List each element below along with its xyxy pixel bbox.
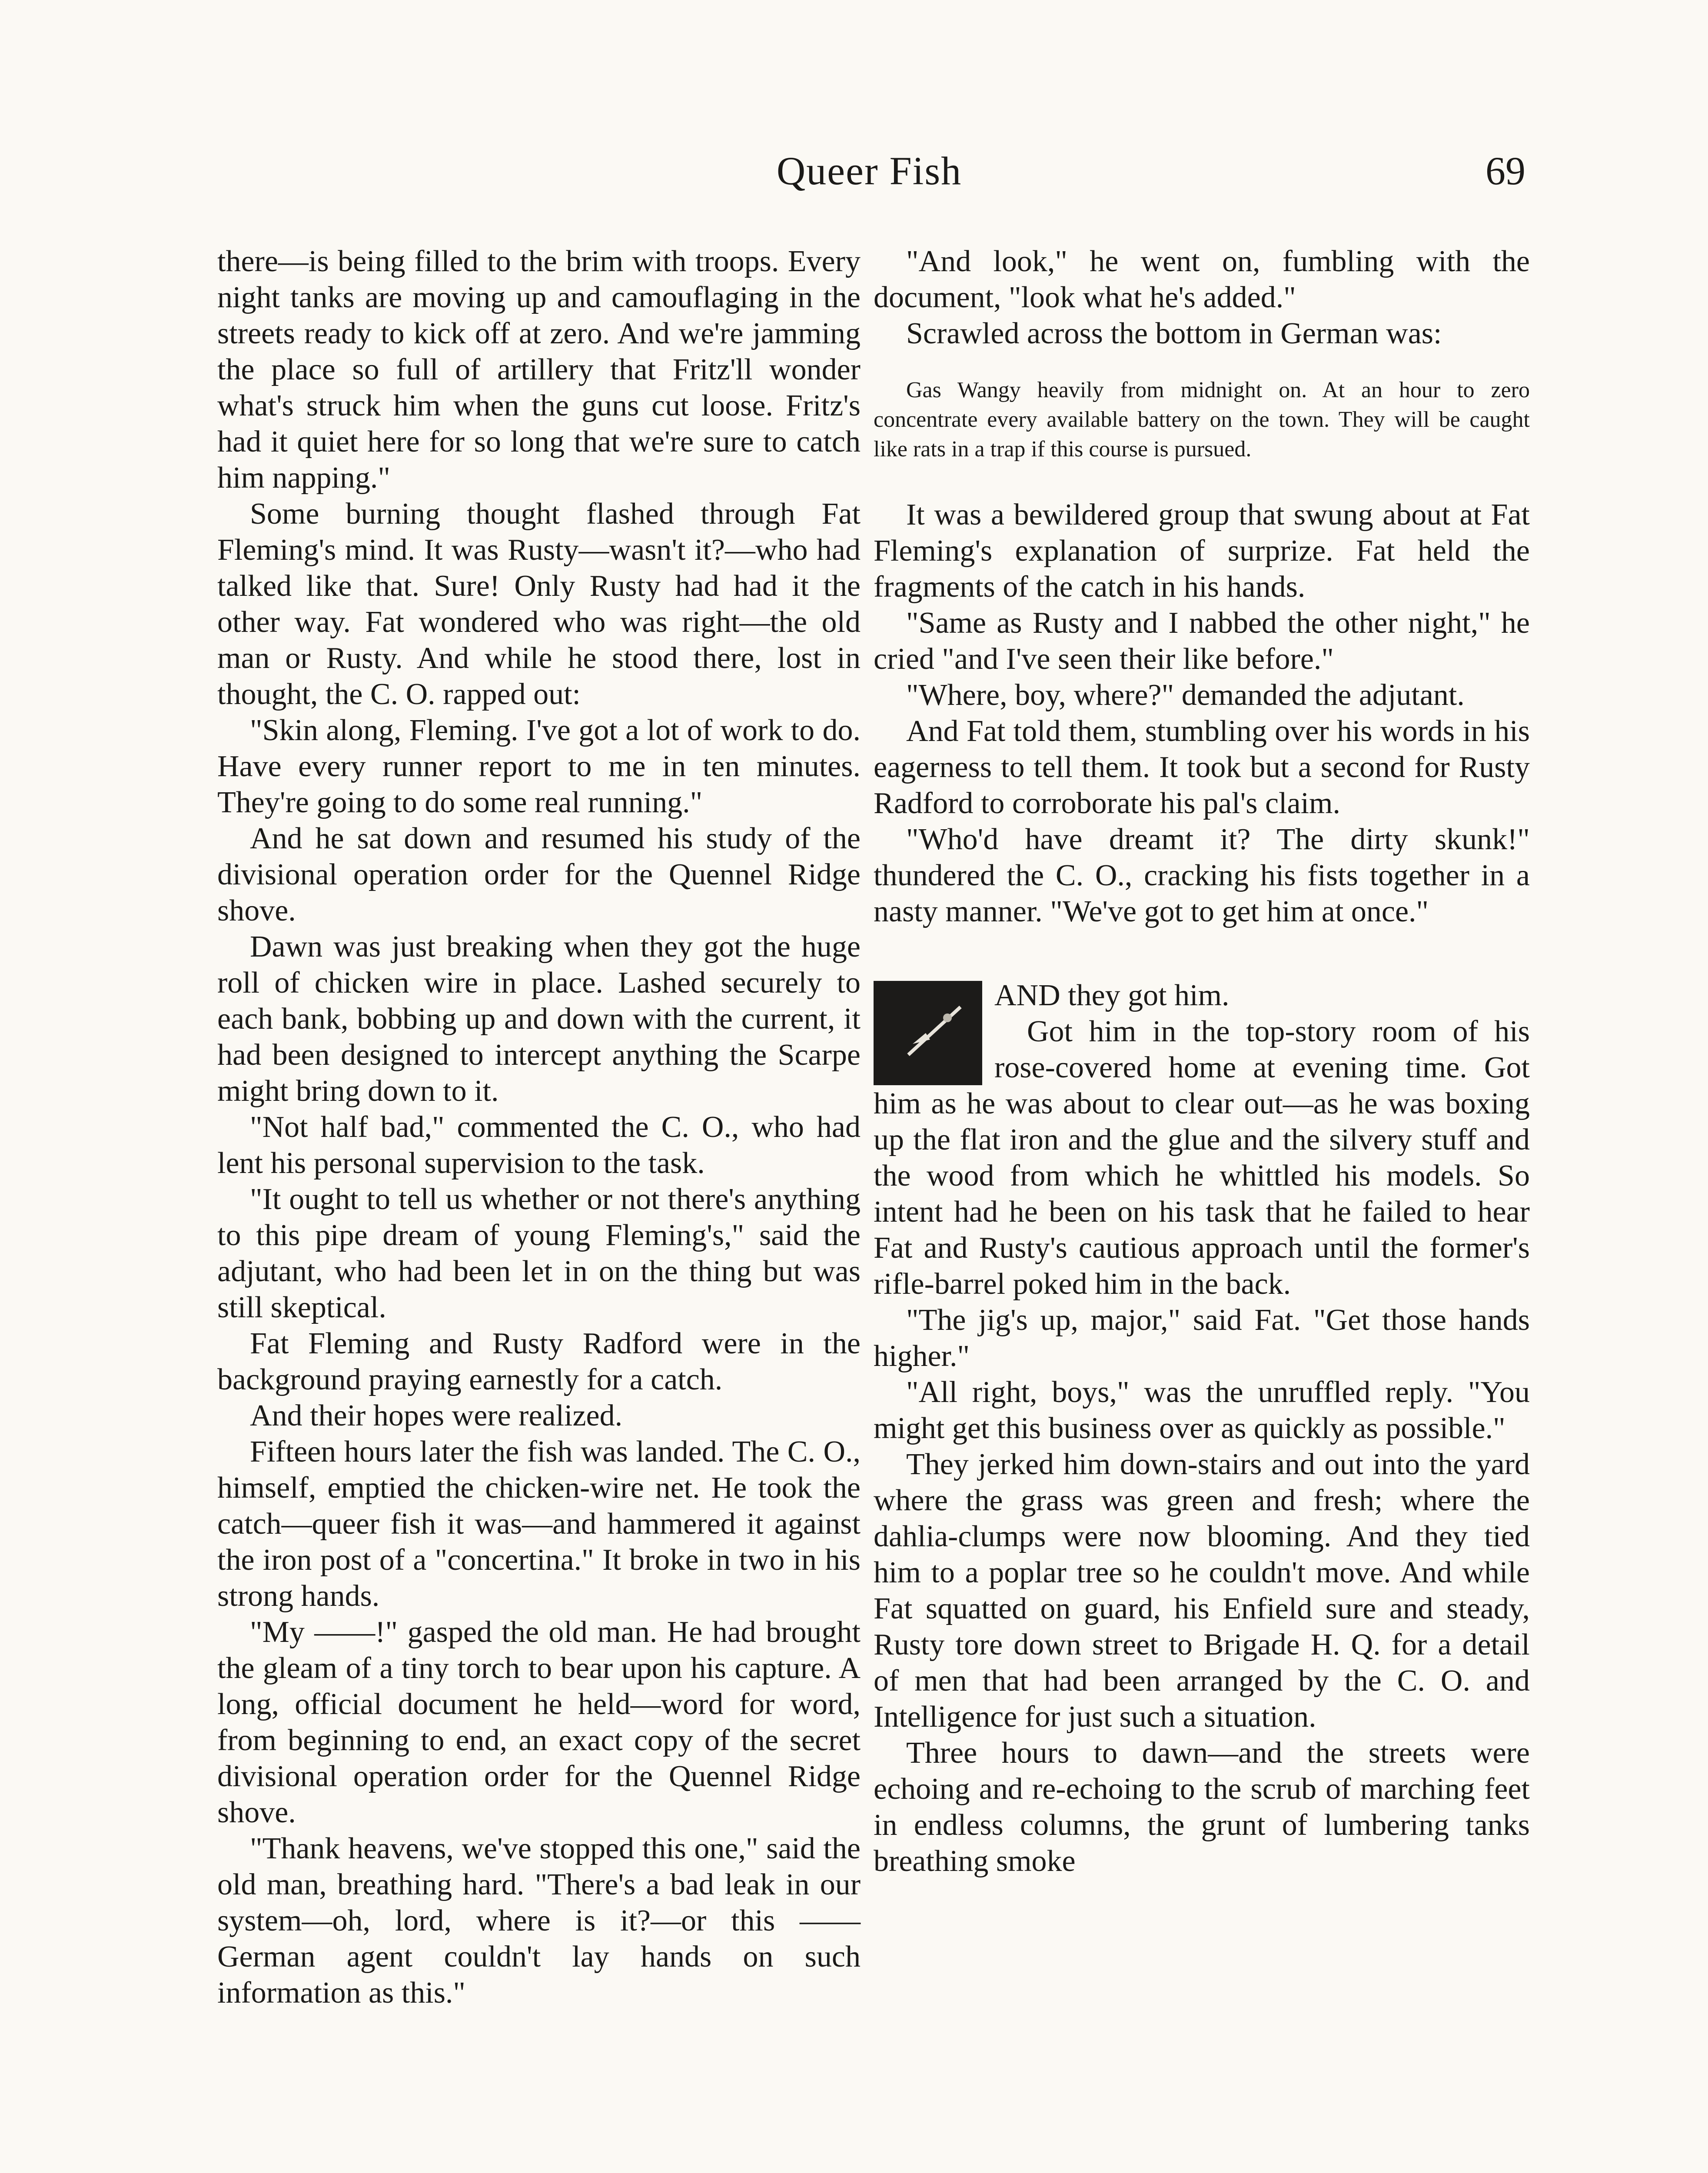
- right-column-paragraph: "The jig's up, major," said Fat. "Get those hands higher.": [874, 1303, 1530, 1373]
- right-column-paragraph: And Fat told them, stumbling over his words in his eagerness to tell them. It took but a second for Rusty Radford to corroborate his pal's claim.: [874, 714, 1530, 820]
- left-column-paragraph: "Not half bad," commented the C. O., who had lent his personal supervision to the task.: [217, 1110, 861, 1180]
- right-column-paragraph: "And look," he went on, fumbling with the document, "look what he's added.": [874, 245, 1530, 314]
- page-header: [0, 148, 1708, 217]
- left-column-paragraph: Some burning thought flashed through Fat Fleming's mind. It was Rusty—wasn't it?—who had talked like that. Sure! Only Rusty had had it the other way. Fat wondered who was right—the old man or Rusty. And while he stood there, lost in thought, the C. O. rapped out:: [217, 497, 861, 711]
- right-column-paragraph: Scrawled across the bottom in German was:: [906, 317, 1442, 350]
- dropcap-paragraph: Got him in the top-story room of his rose-covered home at evening time. Got him as he was about to clear out—as he was boxing up the flat iron and the glue and the silvery stuff and the wood from which he whittled his models. So intent had he been on his task that he failed to hear Fat and Rusty's cautious approach until the former's rifle-barrel poked him in the back.: [874, 1015, 1530, 1301]
- left-column-paragraph: there—is being filled to the brim with troops. Every night tanks are moving up and camouflaging in the streets ready to kick off at zero. And we're jamming the place so full of artillery that Fritz'll wonder what's struck him when the guns cut loose. Fritz's had it quiet here for so long that we're sure to catch him napping.": [217, 245, 861, 495]
- right-column-paragraph: "Where, boy, where?" demanded the adjutant.: [906, 678, 1465, 712]
- left-column-paragraph: Fifteen hours later the fish was landed. The C. O., himself, emptied the chicken-wire net. He took the catch—queer fish it was—and hammered it against the iron post of a "concertina." It broke in two in his strong hands.: [217, 1435, 861, 1613]
- right-column-paragraph: Three hours to dawn—and the streets were echoing and re-echoing to the scrub of marching feet in endless columns, the grunt of lumbering tanks breathing smoke: [874, 1736, 1530, 1878]
- left-column-paragraph: "It ought to tell us whether or not there's anything to this pipe dream of young Fleming's," said the adjutant, who had been let in on the thing but was still skeptical.: [217, 1183, 861, 1324]
- left-column-paragraph: Fat Fleming and Rusty Radford were in the background praying earnestly for a catch.: [217, 1327, 861, 1396]
- dropcap-illustration-icon: [874, 981, 982, 1085]
- dropcap-section: [874, 977, 1530, 1302]
- german-note-quote: Gas Wangy heavily from midnight on. At an hour to zero concentrate every available battery on the town. They will be caught like rats in a trap if this course is pursued.: [874, 378, 1530, 462]
- left-column-paragraph: "Thank heavens, we've stopped this one," said the old man, breathing hard. "There's a bad leak in our system—oh, lord, where is it?—or this —— German agent couldn't lay hands on such information as this.": [217, 1832, 861, 2010]
- right-column-paragraph: "All right, boys," was the unruffled reply. "You might get this business over as quickly as possible.": [874, 1376, 1530, 1445]
- left-column-paragraph: "Skin along, Fleming. I've got a lot of work to do. Have every runner report to me in ten minutes. They're going to do some real running.": [217, 714, 861, 819]
- right-column-paragraph: "Same as Rusty and I nabbed the other night," he cried "and I've seen their like before.": [874, 606, 1530, 676]
- left-column-paragraph: And their hopes were realized.: [250, 1399, 623, 1432]
- left-column-paragraph: "My ——!" gasped the old man. He had brought the gleam of a tiny torch to bear upon his capture. A long, official document he held—word for word, from beginning to end, an exact copy of the secret divisional operation order for the Quennel Ridge shove.: [217, 1615, 861, 1829]
- left-column: [217, 243, 861, 2011]
- right-column-paragraph: They jerked him down-stairs and out into the yard where the grass was green and fresh; where the dahlia-clumps were now blooming. And they tied him to a poplar tree so he couldn't move. And while Fat squatted on guard, his Enfield sure and steady, Rusty tore down street to Brigade H. Q. for a detail of men that had been arranged by the C. O. and Intelligence for just such a situation.: [874, 1448, 1530, 1734]
- running-title: Queer Fish: [776, 149, 962, 193]
- page-number: 69: [1485, 149, 1525, 193]
- left-column-paragraph: Dawn was just breaking when they got the huge roll of chicken wire in place. Lashed securely to each bank, bobbing up and down with the current, it had been designed to intercept anything the Scarpe might bring down to it.: [217, 930, 861, 1108]
- right-column-paragraph: "Who'd have dreamt it? The dirty skunk!" thundered the C. O., cracking his fists together in a nasty manner. "We've got to get him at once.": [874, 823, 1530, 928]
- right-column-paragraph: It was a bewildered group that swung about at Fat Fleming's explanation of surprize. Fat held the fragments of the catch in his hands.: [874, 498, 1530, 604]
- dropcap-lead: AND they got him.: [994, 979, 1229, 1012]
- right-column: [874, 243, 1530, 1879]
- left-column-paragraph: And he sat down and resumed his study of the divisional operation order for the Quennel Ridge shove.: [217, 822, 861, 927]
